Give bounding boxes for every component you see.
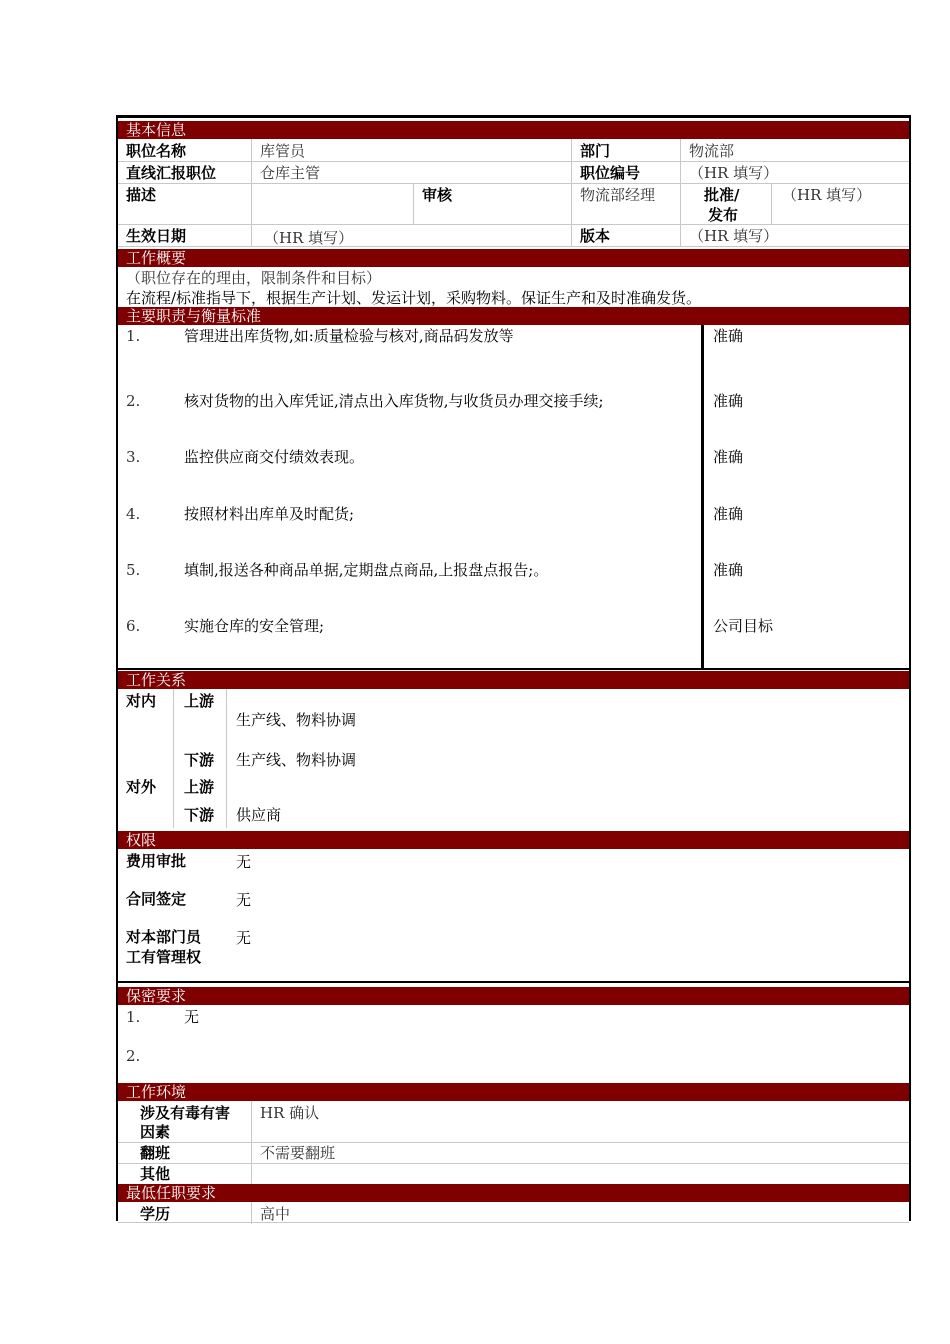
authority-staff-label-1: 对本部门员: [126, 928, 202, 946]
review-value: 物流部经理: [580, 186, 656, 204]
section-header-environment: 工作环境: [118, 1083, 909, 1101]
authority-expense-value: 无: [236, 853, 252, 871]
req-education-value: 高中: [260, 1205, 291, 1223]
approve-label-1: 批准/: [704, 186, 740, 204]
authority-contract-label: 合同签定: [126, 890, 187, 908]
relations-upstream-label: 上游: [184, 692, 215, 710]
section-header-authority: 权限: [118, 831, 909, 849]
env-overtime-value: 不需要翻班: [260, 1144, 336, 1162]
summary-text: 在流程/标准指导下，根据生产计划、发运计划，采购物料。保证生产和及时准确发货。: [126, 289, 702, 307]
effective-label: 生效日期: [126, 227, 187, 245]
authority-expense-label: 费用审批: [126, 852, 187, 870]
env-toxic-label-2: 因素: [140, 1123, 171, 1141]
authority-staff-value: 无: [236, 929, 252, 947]
version-label: 版本: [580, 227, 611, 245]
env-other-label: 其他: [140, 1165, 171, 1183]
relations-downstream-label: 下游: [184, 751, 215, 769]
effective-value: （HR 填写）: [264, 229, 354, 247]
env-toxic-value: HR 确认: [260, 1104, 320, 1122]
relations-external-down-value: 供应商: [236, 806, 282, 824]
position-name-label: 职位名称: [126, 142, 187, 160]
relations-ext-upstream-label: 上游: [184, 778, 215, 796]
version-value: （HR 填写）: [689, 227, 779, 245]
approve-value: （HR 填写）: [782, 186, 872, 204]
position-no-label: 职位编号: [580, 164, 641, 182]
section-header-summary: 工作概要: [118, 249, 909, 267]
section-header-relations: 工作关系: [118, 671, 909, 689]
section-header-duties: 主要职责与衡量标准: [118, 307, 909, 325]
authority-contract-value: 无: [236, 891, 252, 909]
relations-internal-label: 对内: [126, 692, 157, 710]
position-no-value: （HR 填写）: [689, 164, 779, 182]
report-label: 直线汇报职位: [126, 164, 217, 182]
dept-value: 物流部: [689, 142, 735, 160]
approve-label-2: 发布: [708, 206, 739, 224]
dept-label: 部门: [580, 142, 611, 160]
relations-internal-down-value: 生产线、物料协调: [236, 751, 357, 769]
env-overtime-label: 翻班: [140, 1144, 171, 1162]
req-education-label: 学历: [140, 1205, 171, 1223]
review-label: 审核: [422, 186, 453, 204]
section-header-requirements: 最低任职要求: [118, 1184, 909, 1202]
relations-ext-downstream-label: 下游: [184, 806, 215, 824]
report-value: 仓库主管: [260, 164, 321, 182]
section-header-basic: 基本信息: [118, 121, 909, 139]
position-name-value: 库管员: [260, 142, 306, 160]
relations-internal-up-value: 生产线、物料协调: [236, 711, 357, 729]
summary-note: （职位存在的理由，限制条件和目标）: [126, 269, 382, 287]
job-description-form: 基本信息 职位名称 库管员 部门 物流部 直线汇报职位 仓库主管 职位编号 （HR 填写） 描述 审核 物流部经理 批准/ 发布 （HR 填写） 生效日期 （HR 填写） 版本 （HR 填写） 工作概要 （职位存在的理由，限制条件和目标） 在流程/标准指导下，根据生产计划、发运计划，采购物料。保证生产和及时准确发货。 主要职责与衡量标准 1. 管理进出库货物,如:质量检验与核对,商品码发放等 准确 2. 核对货物的出入库凭证,清点出入库货物,与收货员办理交接手续; 准确 3. 监控供应商交付绩效表现。 准确 4. 按照材料出库单及时配货; 准确 5. 填制,报送各种商品单据,定期盘点商品,上报盘点报告;。 准确 6. 实施仓库的安全管理; 公司目标 工作关系 对内 上游 生产线、物料协调 下游 生产线、物料协调 对外 上游 下游 供应商 权限 费用审批 无 合同签定 无 对本部门员 工有管理权 无 保密要求 1. 无 2. 工作环境 涉及有毒有害 因素 HR 确认 翻班 不需要翻班 其他 最低任职要求 学历 高中: [116, 115, 911, 1221]
section-header-confidential: 保密要求: [118, 987, 909, 1005]
env-toxic-label-1: 涉及有毒有害: [140, 1104, 231, 1122]
relations-external-label: 对外: [126, 778, 157, 796]
desc-label: 描述: [126, 186, 157, 204]
authority-staff-label-2: 工有管理权: [126, 948, 202, 966]
